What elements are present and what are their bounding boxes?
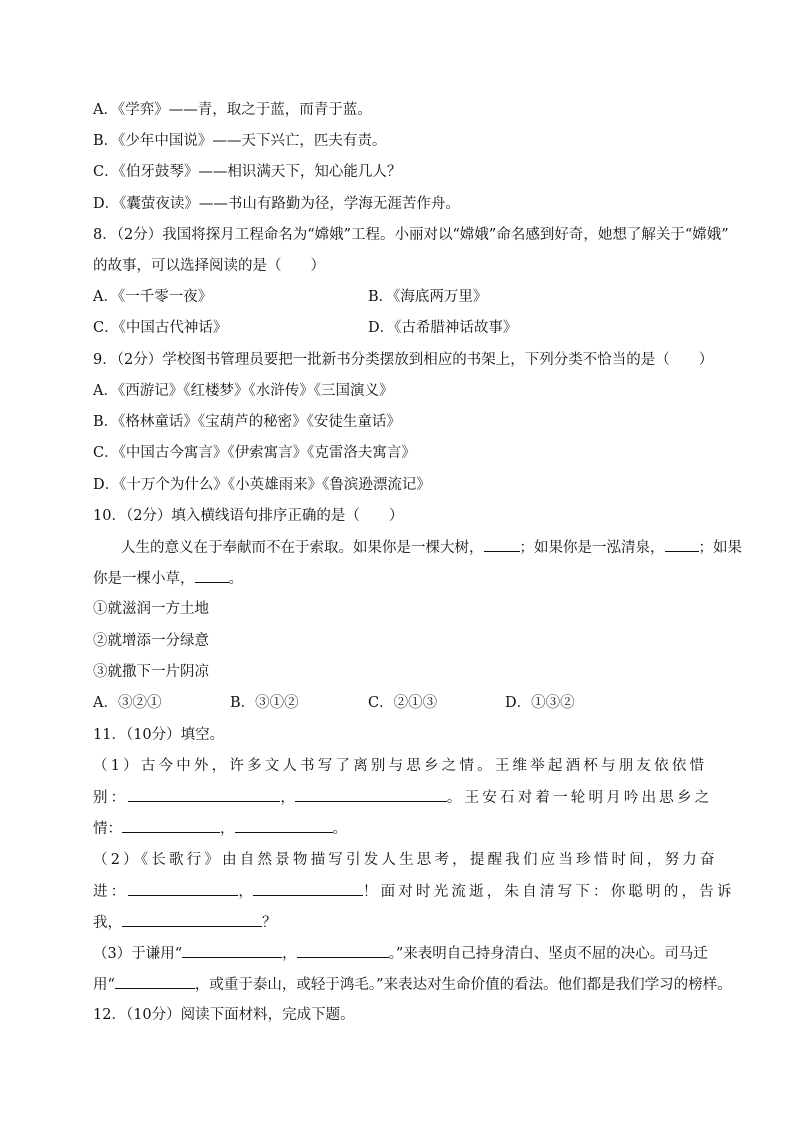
q11-part2-line2: 进： ， ！面对时光流逝，朱自清写下：你聪明的，告诉	[93, 881, 735, 902]
q10-option-c: C．②①③	[368, 695, 438, 711]
q11-blank-2[interactable]	[295, 787, 447, 802]
q7-option-d: D．《囊萤夜读》——书山有路勤为径，学海无涯苦作舟。	[93, 196, 460, 212]
q8-option-a: A．《一千零一夜》	[93, 289, 213, 305]
q11-blank-3[interactable]	[122, 818, 220, 833]
q11-part2-line3: 我， ？	[93, 912, 277, 933]
q11-part1-line2: 别： ， 。王安石对着一轮明月吟出思乡之	[93, 787, 712, 808]
q11-part3-line2: 用“ ，或重于泰山，或轻于鸿毛。”来表达对生命价值的看法。他们都是我们学习的榜样。	[93, 974, 732, 995]
q12-stem: 12．（10分）阅读下面材料，完成下题。	[93, 1007, 355, 1023]
q10-passage-line2: 你是一棵小草， 。	[93, 568, 243, 589]
q10-option-b: B．③①②	[230, 695, 299, 711]
q11-blank-1[interactable]	[128, 787, 280, 802]
q11-blank-4[interactable]	[235, 818, 333, 833]
q9-option-d: D．《十万个为什么》《小英雄雨来》《鲁滨逊漂流记》	[93, 477, 431, 493]
q11-blank-8[interactable]	[182, 943, 282, 958]
q11-part2-line1: （2）《长歌行》由自然景物描写引发人生思考，提醒我们应当珍惜时间，努力奋	[93, 852, 718, 868]
q10-passage-line1: 人生的意义在于奉献而不在于索取。如果你是一棵大树， ；如果你是一泓清泉， ；如果	[121, 537, 742, 558]
q11-part3-line1: （3）于谦用“ ， 。”来表明自己持身清白、坚贞不屈的决心。司马迁	[93, 943, 708, 964]
q7-option-a: A．《学弈》——青，取之于蓝，而青于蓝。	[93, 102, 372, 118]
q9-option-c: C．《中国古今寓言》《伊索寓言》《克雷洛夫寓言》	[93, 445, 416, 461]
q11-blank-5[interactable]	[128, 881, 238, 896]
q11-blank-10[interactable]	[115, 974, 195, 989]
q10-option-a: A．③②①	[93, 695, 162, 711]
q11-blank-9[interactable]	[297, 943, 389, 958]
q11-part1-line1: （1）古今中外，许多文人书写了离别与思乡之情。王维举起酒杯与朋友依依惜	[93, 758, 708, 774]
q8-option-b: B．《海底两万里》	[368, 289, 488, 305]
q10-sentence-3: ③就撒下一片阴凉	[93, 664, 209, 680]
q10-sentence-1: ①就滋润一方土地	[93, 601, 209, 617]
q8-stem-line1: 8．（2分）我国将探月工程命名为“嫦娥”工程。小丽对以“嫦娥”命名感到好奇，她想了解关于“嫦娥”	[93, 227, 729, 243]
q10-blank-2[interactable]	[665, 537, 699, 552]
q11-part1-line3: 情： ， 。	[93, 818, 347, 839]
q11-blank-6[interactable]	[253, 881, 363, 896]
q9-stem: 9．（2分）学校图书管理员要把一批新书分类摆放到相应的书架上，下列分类不恰当的是（ ）	[93, 352, 714, 368]
q9-option-b: B．《格林童话》《宝葫芦的秘密》《安徒生童话》	[93, 414, 401, 430]
q11-blank-7[interactable]	[122, 912, 262, 927]
q8-stem-line2: 的故事，可以选择阅读的是（ ）	[93, 258, 325, 274]
q8-option-c: C．《中国古代神话》	[93, 320, 228, 336]
q10-stem: 10．（2分）填入横线语句排序正确的是（ ）	[93, 508, 404, 524]
q10-option-d: D．①③②	[505, 695, 575, 711]
q8-option-d: D．《古希腊神话故事》	[368, 320, 518, 336]
q9-option-a: A．《西游记》《红楼梦》《水浒传》《三国演义》	[93, 383, 394, 399]
q10-blank-3[interactable]	[195, 568, 229, 583]
q10-blank-1[interactable]	[484, 537, 520, 552]
q7-option-b: B．《少年中国说》——天下兴亡，匹夫有责。	[93, 133, 387, 149]
q10-sentence-2: ②就增添一分绿意	[93, 633, 209, 649]
q7-option-c: C．《伯牙鼓琴》——相识满天下，知心能几人？	[93, 164, 402, 180]
q11-stem: 11．（10分）填空。	[93, 727, 225, 743]
